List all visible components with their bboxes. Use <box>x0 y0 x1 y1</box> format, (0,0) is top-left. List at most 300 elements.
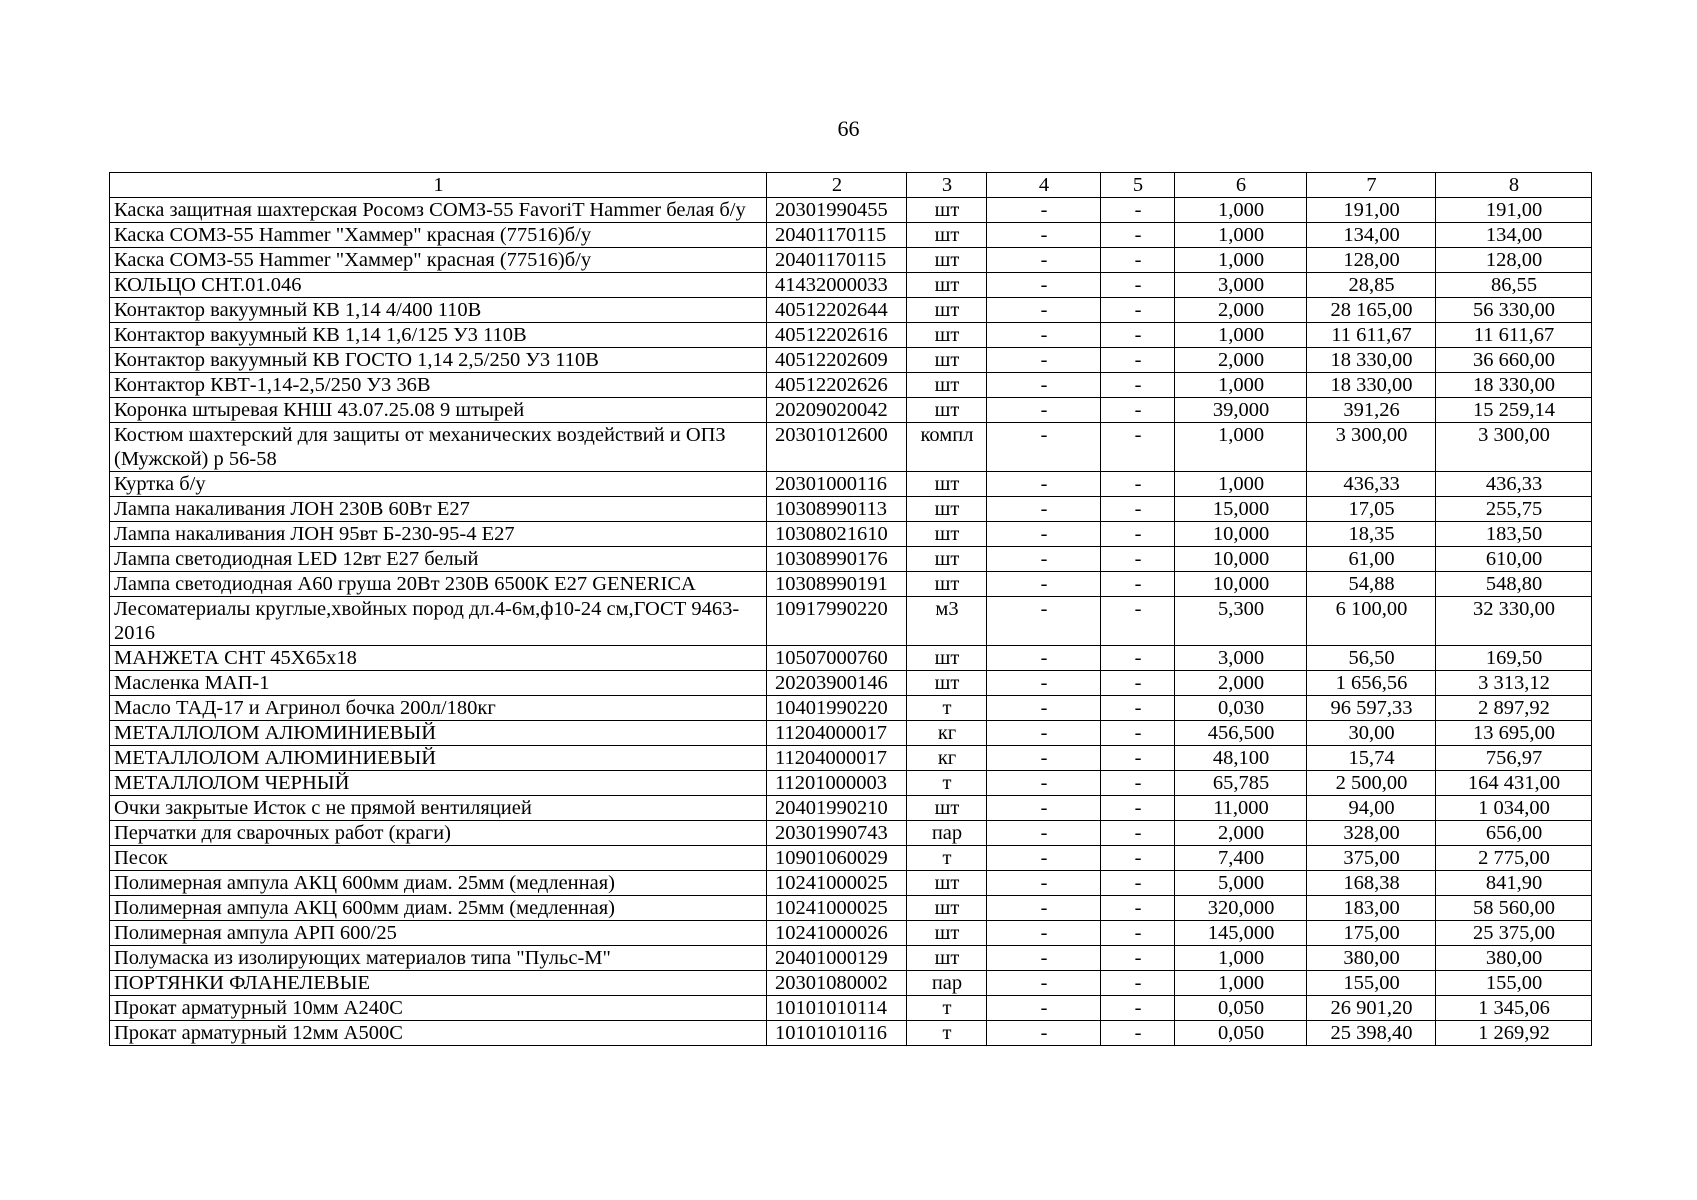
table-row <box>110 273 1592 298</box>
item-name: Контактор вакуумный КВ ГОСТО 1,14 2,5/250 У3 110В <box>110 348 767 373</box>
item-price: 168,38 <box>1307 871 1436 896</box>
table-row <box>110 821 1592 846</box>
item-col-4: - <box>987 198 1101 223</box>
item-code: 20203900146 <box>767 671 907 696</box>
item-unit: т <box>907 846 987 871</box>
item-col-5: - <box>1101 746 1175 771</box>
item-col-4: - <box>987 348 1101 373</box>
item-code: 10241000025 <box>767 871 907 896</box>
item-name: МАНЖЕТА СНТ 45Х65х18 <box>110 646 767 671</box>
item-sum: 610,00 <box>1436 547 1592 572</box>
item-col-5: - <box>1101 597 1175 646</box>
table-row <box>110 198 1592 223</box>
item-sum: 56 330,00 <box>1436 298 1592 323</box>
item-sum: 3 300,00 <box>1436 423 1592 472</box>
item-price: 56,50 <box>1307 646 1436 671</box>
item-sum: 128,00 <box>1436 248 1592 273</box>
item-col-5: - <box>1101 821 1175 846</box>
table-row <box>110 522 1592 547</box>
item-code: 11204000017 <box>767 721 907 746</box>
item-unit: шт <box>907 921 987 946</box>
item-quantity: 10,000 <box>1175 547 1307 572</box>
item-unit: кг <box>907 746 987 771</box>
item-col-5: - <box>1101 398 1175 423</box>
column-header-5: 5 <box>1101 173 1175 198</box>
item-sum: 36 660,00 <box>1436 348 1592 373</box>
item-price: 155,00 <box>1307 971 1436 996</box>
item-name: МЕТАЛЛОЛОМ ЧЕРНЫЙ <box>110 771 767 796</box>
item-name: Песок <box>110 846 767 871</box>
item-name: Лампа светодиодная LED 12вт Е27 белый <box>110 547 767 572</box>
item-col-5: - <box>1101 921 1175 946</box>
table-row <box>110 597 1592 646</box>
item-col-5: - <box>1101 946 1175 971</box>
item-code: 20401000129 <box>767 946 907 971</box>
item-code: 10308021610 <box>767 522 907 547</box>
item-col-5: - <box>1101 423 1175 472</box>
item-code: 10241000026 <box>767 921 907 946</box>
item-name: Контактор вакуумный КВ 1,14 1,6/125 У3 110В <box>110 323 767 348</box>
item-name: Лампа накаливания ЛОН 95вт Б-230-95-4 Е27 <box>110 522 767 547</box>
item-col-5: - <box>1101 298 1175 323</box>
item-sum: 1 034,00 <box>1436 796 1592 821</box>
table-row <box>110 298 1592 323</box>
item-col-5: - <box>1101 373 1175 398</box>
item-col-4: - <box>987 522 1101 547</box>
item-col-4: - <box>987 423 1101 472</box>
item-name: Полимерная ампула АРП 600/25 <box>110 921 767 946</box>
item-sum: 11 611,67 <box>1436 323 1592 348</box>
item-unit: компл <box>907 423 987 472</box>
item-unit: т <box>907 771 987 796</box>
item-price: 1 656,56 <box>1307 671 1436 696</box>
item-name: Коронка штыревая КНШ 43.07.25.08 9 штырей <box>110 398 767 423</box>
item-unit: шт <box>907 223 987 248</box>
item-sum: 3 313,12 <box>1436 671 1592 696</box>
item-quantity: 48,100 <box>1175 746 1307 771</box>
item-price: 96 597,33 <box>1307 696 1436 721</box>
item-code: 40512202616 <box>767 323 907 348</box>
item-col-5: - <box>1101 323 1175 348</box>
table-row <box>110 497 1592 522</box>
item-unit: пар <box>907 821 987 846</box>
item-price: 134,00 <box>1307 223 1436 248</box>
item-col-4: - <box>987 547 1101 572</box>
item-price: 26 901,20 <box>1307 996 1436 1021</box>
item-quantity: 1,000 <box>1175 946 1307 971</box>
item-unit: шт <box>907 373 987 398</box>
item-quantity: 145,000 <box>1175 921 1307 946</box>
item-col-4: - <box>987 721 1101 746</box>
item-col-4: - <box>987 398 1101 423</box>
item-name: Полимерная ампула АКЦ 600мм диам. 25мм (медленная) <box>110 896 767 921</box>
table-row <box>110 373 1592 398</box>
item-sum: 2 897,92 <box>1436 696 1592 721</box>
table-row <box>110 871 1592 896</box>
item-unit: т <box>907 996 987 1021</box>
item-price: 183,00 <box>1307 896 1436 921</box>
item-price: 18,35 <box>1307 522 1436 547</box>
item-unit: шт <box>907 946 987 971</box>
item-col-4: - <box>987 821 1101 846</box>
item-code: 10917990220 <box>767 597 907 646</box>
item-quantity: 1,000 <box>1175 223 1307 248</box>
item-sum: 191,00 <box>1436 198 1592 223</box>
item-col-4: - <box>987 971 1101 996</box>
item-price: 6 100,00 <box>1307 597 1436 646</box>
item-col-4: - <box>987 273 1101 298</box>
item-sum: 86,55 <box>1436 273 1592 298</box>
item-price: 94,00 <box>1307 796 1436 821</box>
item-code: 10308990191 <box>767 572 907 597</box>
table-row <box>110 1021 1592 1046</box>
item-price: 3 300,00 <box>1307 423 1436 472</box>
item-col-5: - <box>1101 248 1175 273</box>
item-price: 30,00 <box>1307 721 1436 746</box>
item-name: Прокат арматурный 10мм А240С <box>110 996 767 1021</box>
item-quantity: 0,050 <box>1175 1021 1307 1046</box>
table-row <box>110 398 1592 423</box>
item-name: Костюм шахтерский для защиты от механических воздействий и ОПЗ (Мужской) р 56-58 <box>110 423 767 472</box>
item-unit: шт <box>907 273 987 298</box>
item-col-4: - <box>987 472 1101 497</box>
table-row <box>110 746 1592 771</box>
item-name: Контактор КВТ-1,14-2,5/250 У3 36В <box>110 373 767 398</box>
item-unit: шт <box>907 572 987 597</box>
item-sum: 2 775,00 <box>1436 846 1592 871</box>
item-name: ПОРТЯНКИ ФЛАНЕЛЕВЫЕ <box>110 971 767 996</box>
item-code: 20401990210 <box>767 796 907 821</box>
item-col-4: - <box>987 323 1101 348</box>
item-unit: м3 <box>907 597 987 646</box>
item-sum: 255,75 <box>1436 497 1592 522</box>
table-row <box>110 971 1592 996</box>
item-col-4: - <box>987 846 1101 871</box>
item-col-5: - <box>1101 971 1175 996</box>
item-price: 18 330,00 <box>1307 348 1436 373</box>
item-price: 175,00 <box>1307 921 1436 946</box>
item-name: Каска СОМЗ-55 Hammer "Хаммер" красная (77516)б/у <box>110 248 767 273</box>
item-price: 375,00 <box>1307 846 1436 871</box>
table-row <box>110 348 1592 373</box>
item-price: 328,00 <box>1307 821 1436 846</box>
item-quantity: 2,000 <box>1175 671 1307 696</box>
item-unit: шт <box>907 671 987 696</box>
item-code: 40512202626 <box>767 373 907 398</box>
item-code: 20301990743 <box>767 821 907 846</box>
item-name: МЕТАЛЛОЛОМ АЛЮМИНИЕВЫЙ <box>110 746 767 771</box>
item-code: 11201000003 <box>767 771 907 796</box>
item-code: 10901060029 <box>767 846 907 871</box>
item-price: 191,00 <box>1307 198 1436 223</box>
item-price: 25 398,40 <box>1307 1021 1436 1046</box>
item-quantity: 2,000 <box>1175 298 1307 323</box>
table-row <box>110 671 1592 696</box>
item-quantity: 15,000 <box>1175 497 1307 522</box>
item-col-4: - <box>987 796 1101 821</box>
item-unit: шт <box>907 547 987 572</box>
item-col-4: - <box>987 497 1101 522</box>
item-quantity: 2,000 <box>1175 348 1307 373</box>
column-header-7: 7 <box>1307 173 1436 198</box>
item-name: Лампа светодиодная А60 груша 20Вт 230В 6500К Е27 GENERICA <box>110 572 767 597</box>
table-row <box>110 223 1592 248</box>
item-unit: пар <box>907 971 987 996</box>
item-quantity: 1,000 <box>1175 323 1307 348</box>
item-code: 20401170115 <box>767 223 907 248</box>
item-quantity: 1,000 <box>1175 472 1307 497</box>
item-sum: 155,00 <box>1436 971 1592 996</box>
item-col-5: - <box>1101 996 1175 1021</box>
item-price: 380,00 <box>1307 946 1436 971</box>
item-name: Куртка б/у <box>110 472 767 497</box>
item-price: 28,85 <box>1307 273 1436 298</box>
item-price: 128,00 <box>1307 248 1436 273</box>
item-quantity: 7,400 <box>1175 846 1307 871</box>
item-sum: 58 560,00 <box>1436 896 1592 921</box>
item-unit: кг <box>907 721 987 746</box>
item-name: Контактор вакуумный КВ 1,14 4/400 110В <box>110 298 767 323</box>
item-col-5: - <box>1101 896 1175 921</box>
item-quantity: 456,500 <box>1175 721 1307 746</box>
item-col-4: - <box>987 597 1101 646</box>
column-header-2: 2 <box>767 173 907 198</box>
table-row <box>110 846 1592 871</box>
table-row <box>110 323 1592 348</box>
table-row <box>110 771 1592 796</box>
item-col-5: - <box>1101 796 1175 821</box>
item-col-5: - <box>1101 472 1175 497</box>
item-quantity: 0,050 <box>1175 996 1307 1021</box>
item-name: Лампа накаливания ЛОН 230В 60Вт Е27 <box>110 497 767 522</box>
item-col-5: - <box>1101 771 1175 796</box>
item-col-5: - <box>1101 348 1175 373</box>
item-sum: 164 431,00 <box>1436 771 1592 796</box>
table-header <box>110 173 1592 198</box>
table-row <box>110 472 1592 497</box>
item-price: 54,88 <box>1307 572 1436 597</box>
item-quantity: 1,000 <box>1175 423 1307 472</box>
header-row <box>110 173 1592 198</box>
item-code: 10308990113 <box>767 497 907 522</box>
item-col-4: - <box>987 696 1101 721</box>
item-sum: 756,97 <box>1436 746 1592 771</box>
item-col-5: - <box>1101 572 1175 597</box>
item-code: 10101010116 <box>767 1021 907 1046</box>
item-unit: шт <box>907 522 987 547</box>
item-name: Масло ТАД-17 и Агринол бочка 200л/180кг <box>110 696 767 721</box>
item-code: 10401990220 <box>767 696 907 721</box>
inventory-table <box>109 172 1592 1046</box>
item-col-5: - <box>1101 273 1175 298</box>
item-price: 18 330,00 <box>1307 373 1436 398</box>
item-unit: шт <box>907 323 987 348</box>
item-col-4: - <box>987 373 1101 398</box>
item-quantity: 39,000 <box>1175 398 1307 423</box>
item-col-5: - <box>1101 671 1175 696</box>
item-quantity: 1,000 <box>1175 971 1307 996</box>
item-name: Масленка МАП-1 <box>110 671 767 696</box>
item-sum: 32 330,00 <box>1436 597 1592 646</box>
item-sum: 15 259,14 <box>1436 398 1592 423</box>
item-unit: шт <box>907 497 987 522</box>
item-col-4: - <box>987 298 1101 323</box>
table-body <box>110 198 1592 1046</box>
item-quantity: 11,000 <box>1175 796 1307 821</box>
item-col-4: - <box>987 996 1101 1021</box>
item-sum: 25 375,00 <box>1436 921 1592 946</box>
item-col-4: - <box>987 572 1101 597</box>
item-col-4: - <box>987 771 1101 796</box>
item-unit: шт <box>907 896 987 921</box>
item-col-4: - <box>987 646 1101 671</box>
item-col-4: - <box>987 921 1101 946</box>
item-name: Каска защитная шахтерская Росомз СОМЗ-55 FavoriT Hammer белая б/у <box>110 198 767 223</box>
item-sum: 548,80 <box>1436 572 1592 597</box>
table-row <box>110 921 1592 946</box>
page-number: 66 <box>837 116 860 141</box>
item-sum: 169,50 <box>1436 646 1592 671</box>
item-col-4: - <box>987 223 1101 248</box>
item-quantity: 5,000 <box>1175 871 1307 896</box>
item-col-5: - <box>1101 198 1175 223</box>
item-col-5: - <box>1101 871 1175 896</box>
table-row <box>110 696 1592 721</box>
item-price: 2 500,00 <box>1307 771 1436 796</box>
item-name: Полумаска из изолирующих материалов типа "Пульс-М" <box>110 946 767 971</box>
item-quantity: 3,000 <box>1175 273 1307 298</box>
item-price: 391,26 <box>1307 398 1436 423</box>
item-code: 10101010114 <box>767 996 907 1021</box>
item-col-5: - <box>1101 522 1175 547</box>
item-unit: шт <box>907 298 987 323</box>
item-quantity: 320,000 <box>1175 896 1307 921</box>
item-sum: 656,00 <box>1436 821 1592 846</box>
item-price: 11 611,67 <box>1307 323 1436 348</box>
item-price: 17,05 <box>1307 497 1436 522</box>
column-header-8: 8 <box>1436 173 1592 198</box>
item-name: Перчатки для сварочных работ (краги) <box>110 821 767 846</box>
item-sum: 183,50 <box>1436 522 1592 547</box>
table-row <box>110 896 1592 921</box>
item-name: МЕТАЛЛОЛОМ АЛЮМИНИЕВЫЙ <box>110 721 767 746</box>
item-col-4: - <box>987 896 1101 921</box>
item-quantity: 65,785 <box>1175 771 1307 796</box>
table-row <box>110 946 1592 971</box>
item-sum: 380,00 <box>1436 946 1592 971</box>
item-sum: 134,00 <box>1436 223 1592 248</box>
table-row <box>110 646 1592 671</box>
item-code: 20209020042 <box>767 398 907 423</box>
item-name: Прокат арматурный 12мм А500С <box>110 1021 767 1046</box>
item-name: Полимерная ампула АКЦ 600мм диам. 25мм (медленная) <box>110 871 767 896</box>
table-row <box>110 547 1592 572</box>
item-unit: шт <box>907 646 987 671</box>
item-code: 11204000017 <box>767 746 907 771</box>
item-col-5: - <box>1101 846 1175 871</box>
table-row <box>110 796 1592 821</box>
item-col-4: - <box>987 946 1101 971</box>
item-sum: 1 345,06 <box>1436 996 1592 1021</box>
item-quantity: 1,000 <box>1175 198 1307 223</box>
table-row <box>110 721 1592 746</box>
item-code: 40512202644 <box>767 298 907 323</box>
item-name: Каска СОМЗ-55 Hammer "Хаммер" красная (77516)б/у <box>110 223 767 248</box>
item-price: 61,00 <box>1307 547 1436 572</box>
item-sum: 13 695,00 <box>1436 721 1592 746</box>
table-row <box>110 248 1592 273</box>
item-sum: 18 330,00 <box>1436 373 1592 398</box>
column-header-4: 4 <box>987 173 1101 198</box>
item-quantity: 10,000 <box>1175 572 1307 597</box>
column-header-6: 6 <box>1175 173 1307 198</box>
item-code: 40512202609 <box>767 348 907 373</box>
item-price: 15,74 <box>1307 746 1436 771</box>
item-quantity: 10,000 <box>1175 522 1307 547</box>
table-row <box>110 996 1592 1021</box>
item-code: 20301000116 <box>767 472 907 497</box>
table-row <box>110 423 1592 472</box>
item-name: Очки закрытые Исток с не прямой вентиляцией <box>110 796 767 821</box>
item-price: 436,33 <box>1307 472 1436 497</box>
table-row <box>110 572 1592 597</box>
item-col-5: - <box>1101 547 1175 572</box>
item-unit: шт <box>907 472 987 497</box>
item-code: 41432000033 <box>767 273 907 298</box>
item-code: 10308990176 <box>767 547 907 572</box>
item-unit: шт <box>907 796 987 821</box>
item-unit: шт <box>907 198 987 223</box>
column-header-3: 3 <box>907 173 987 198</box>
item-col-4: - <box>987 1021 1101 1046</box>
item-quantity: 5,300 <box>1175 597 1307 646</box>
item-col-5: - <box>1101 696 1175 721</box>
item-unit: шт <box>907 871 987 896</box>
item-sum: 1 269,92 <box>1436 1021 1592 1046</box>
item-unit: т <box>907 1021 987 1046</box>
item-quantity: 2,000 <box>1175 821 1307 846</box>
item-sum: 436,33 <box>1436 472 1592 497</box>
item-col-5: - <box>1101 497 1175 522</box>
item-unit: шт <box>907 248 987 273</box>
item-code: 10241000025 <box>767 896 907 921</box>
item-code: 20301012600 <box>767 423 907 472</box>
item-code: 20301080002 <box>767 971 907 996</box>
item-quantity: 1,000 <box>1175 248 1307 273</box>
item-quantity: 0,030 <box>1175 696 1307 721</box>
item-code: 20301990455 <box>767 198 907 223</box>
item-col-4: - <box>987 248 1101 273</box>
item-col-4: - <box>987 746 1101 771</box>
item-quantity: 3,000 <box>1175 646 1307 671</box>
item-sum: 841,90 <box>1436 871 1592 896</box>
column-header-1: 1 <box>110 173 767 198</box>
item-unit: т <box>907 696 987 721</box>
item-col-4: - <box>987 671 1101 696</box>
item-unit: шт <box>907 348 987 373</box>
item-col-5: - <box>1101 721 1175 746</box>
item-quantity: 1,000 <box>1175 373 1307 398</box>
item-col-5: - <box>1101 646 1175 671</box>
item-price: 28 165,00 <box>1307 298 1436 323</box>
item-code: 10507000760 <box>767 646 907 671</box>
item-code: 20401170115 <box>767 248 907 273</box>
item-col-5: - <box>1101 1021 1175 1046</box>
item-col-4: - <box>987 871 1101 896</box>
item-name: Лесоматериалы круглые,хвойных пород дл.4-6м,ф10-24 см,ГОСТ 9463-2016 <box>110 597 767 646</box>
item-col-5: - <box>1101 223 1175 248</box>
item-name: КОЛЬЦО СНТ.01.046 <box>110 273 767 298</box>
